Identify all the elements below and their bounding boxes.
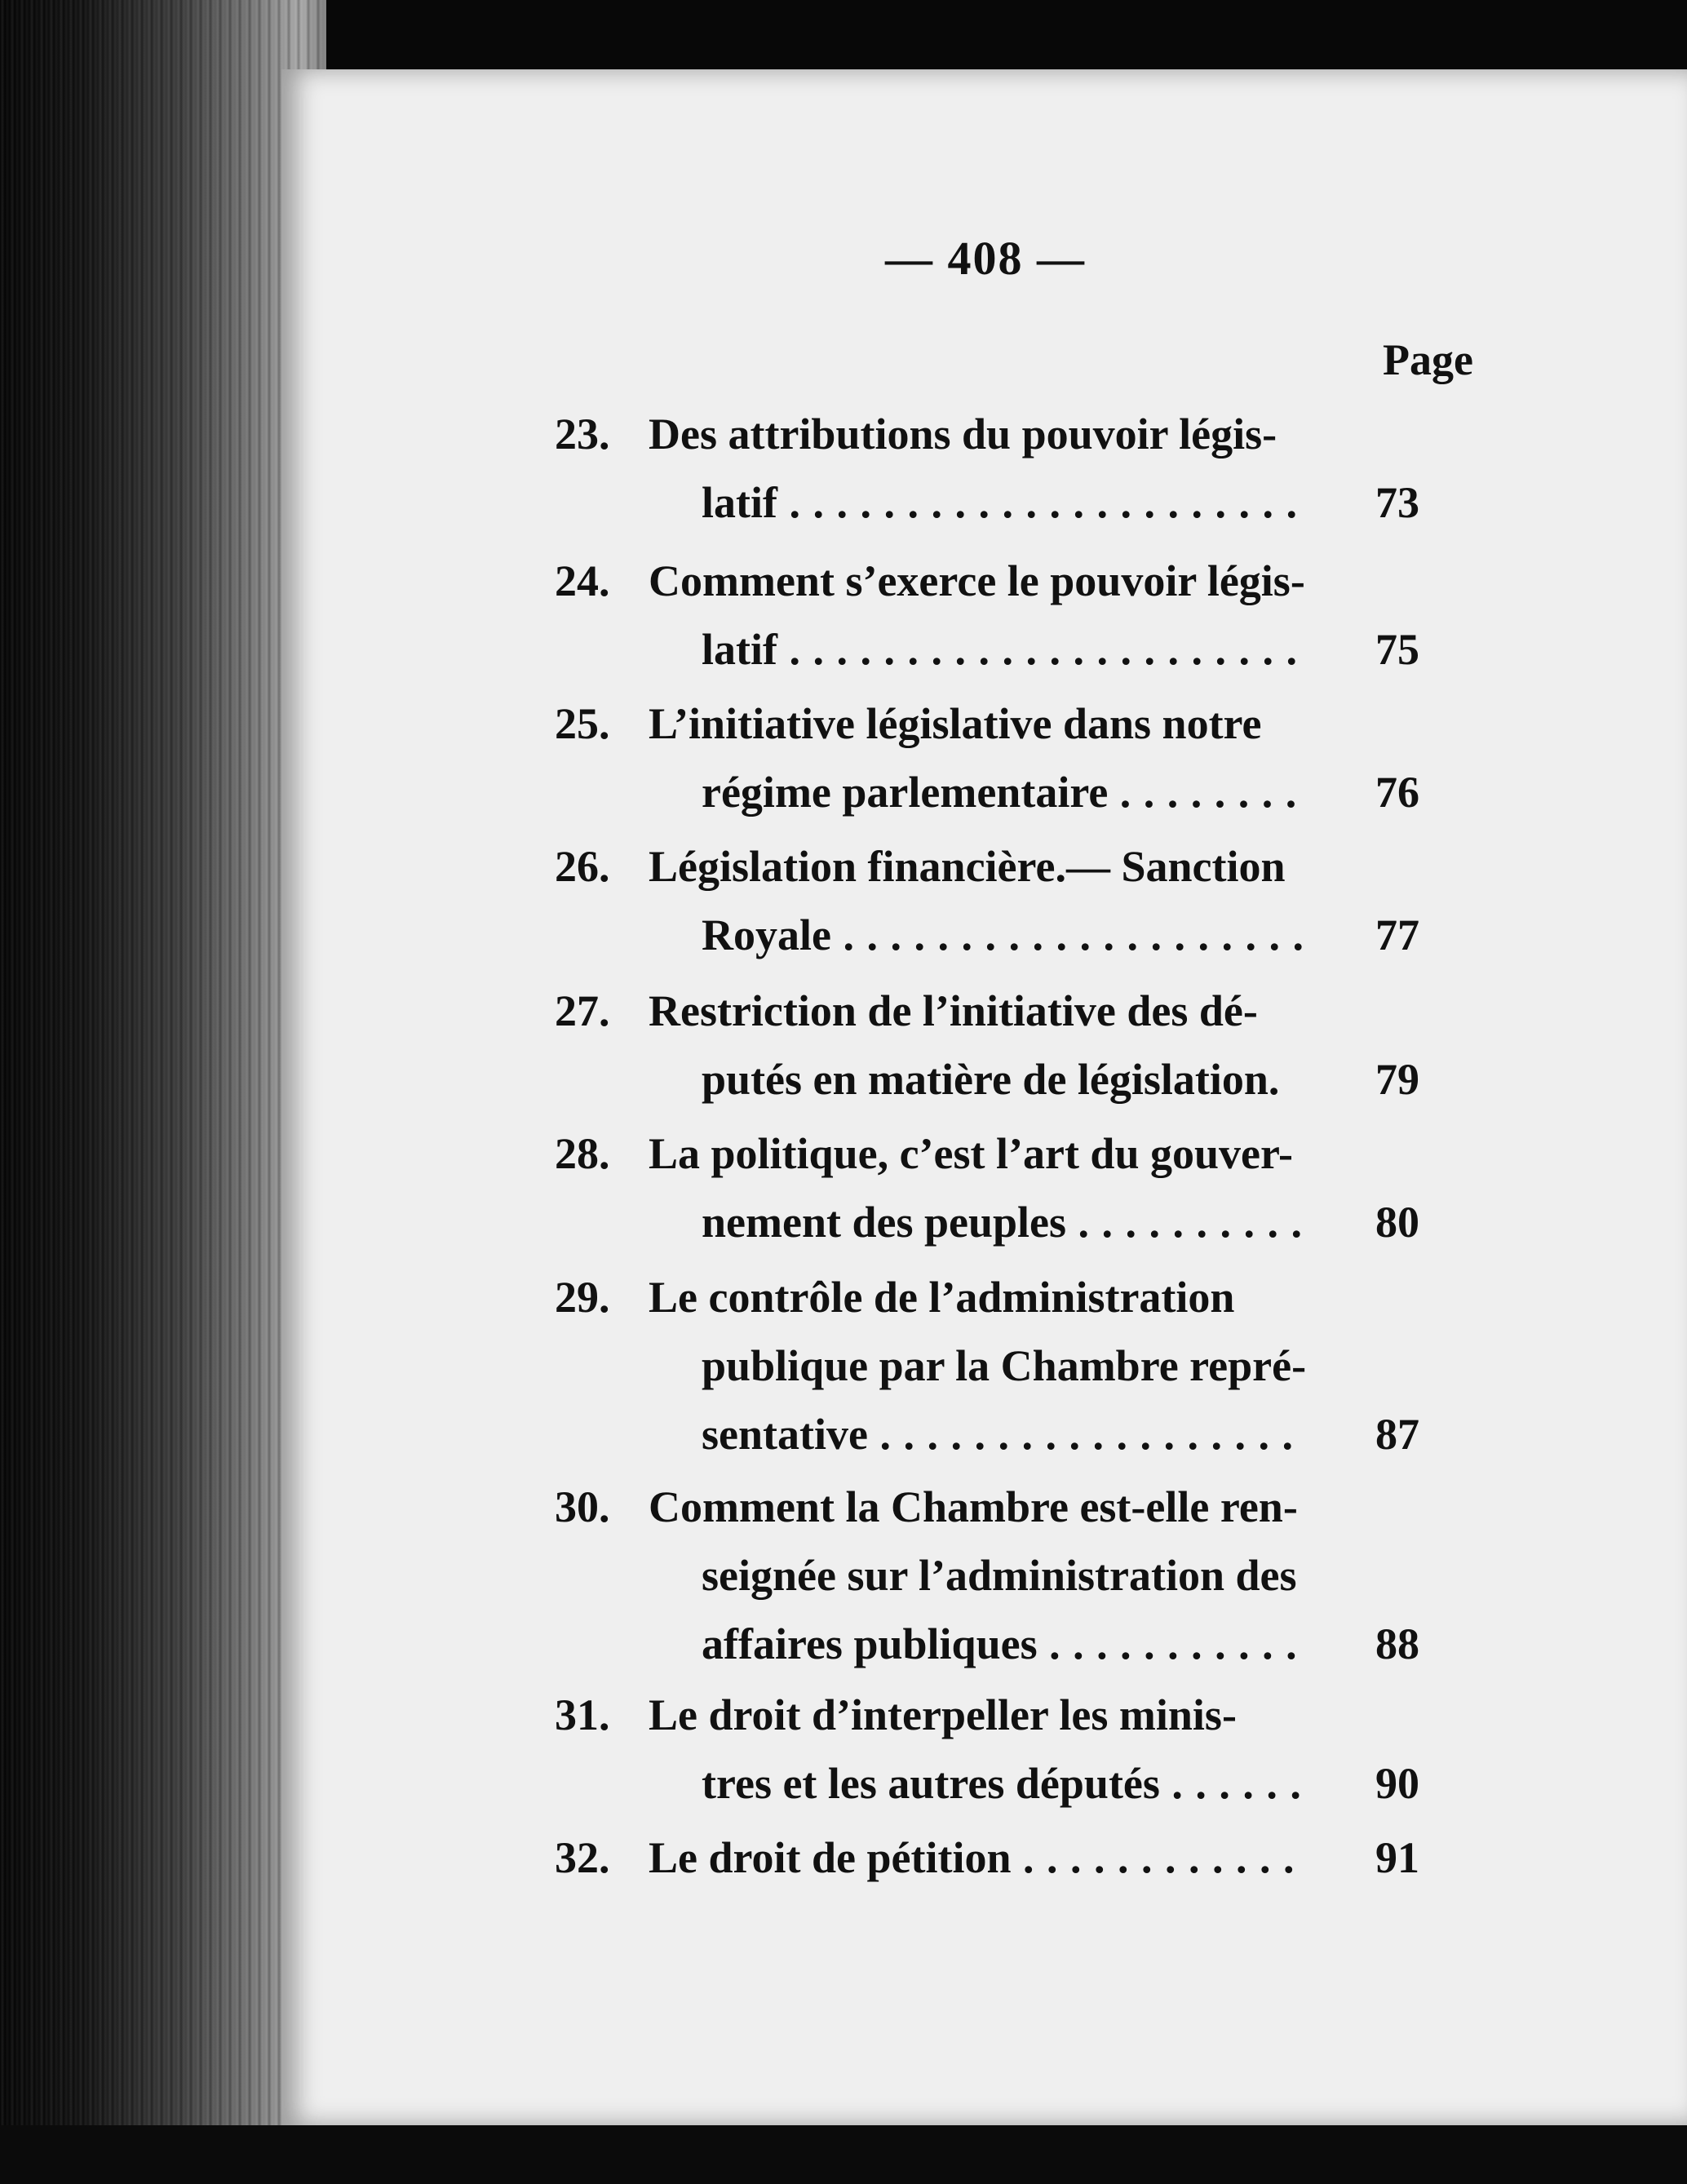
- page-number: — 408 —: [885, 232, 1086, 285]
- toc-entry-28: [555, 1119, 1419, 1256]
- entry-page: 79: [1375, 1055, 1419, 1104]
- scan-border: [0, 2125, 1687, 2184]
- page-column-heading: Page: [1383, 335, 1473, 384]
- toc-entry-31: [555, 1681, 1419, 1818]
- toc-entry-24: [555, 547, 1419, 684]
- toc-entry-25: [555, 689, 1419, 826]
- entry-title: Le droit d’interpeller les minis-: [649, 1690, 1237, 1739]
- entry-page: 75: [1375, 625, 1419, 674]
- entry-title-continued: latif . . .: [702, 468, 1305, 537]
- entry-title-continued: nement des peuples . . .: [702, 1188, 1305, 1256]
- entry-title: Comment s’exerce le pouvoir légis-: [649, 556, 1305, 605]
- toc-entry-26: [555, 832, 1419, 969]
- entry-number: 31.: [555, 1690, 610, 1739]
- entry-number: 28.: [555, 1129, 610, 1178]
- entry-title-continued: seignée sur l’administration des: [702, 1551, 1297, 1600]
- entry-number: 27.: [555, 986, 610, 1035]
- toc-entry-30: [555, 1473, 1419, 1678]
- entry-number: 23.: [555, 410, 610, 459]
- entry-title-continued: tres et les autres députés . . .: [702, 1749, 1305, 1818]
- entry-title: Restriction de l’initiative des dé-: [649, 986, 1258, 1035]
- entry-title-continued: latif . . .: [702, 615, 1305, 684]
- toc-entry-27: [555, 977, 1419, 1114]
- entry-page: 88: [1375, 1619, 1419, 1668]
- entry-title: Le contrôle de l’administration: [649, 1273, 1235, 1322]
- entry-page: 90: [1375, 1759, 1419, 1808]
- entry-number: 25.: [555, 699, 610, 748]
- toc-entry-32: [555, 1823, 1419, 1892]
- entry-number: 24.: [555, 556, 610, 605]
- entry-title: Comment la Chambre est-elle ren-: [649, 1482, 1298, 1531]
- toc-entry-23: [555, 400, 1419, 537]
- entry-number: 29.: [555, 1273, 610, 1322]
- book-spine-edge: [0, 0, 326, 2184]
- entry-number: 30.: [555, 1482, 610, 1531]
- entry-title-continued: sentative . . .: [702, 1400, 1305, 1469]
- entry-page: 76: [1375, 768, 1419, 817]
- entry-title: La politique, c’est l’art du gouver-: [649, 1129, 1293, 1178]
- entry-number: 32.: [555, 1833, 610, 1882]
- entry-title-continued: affaires publiques . . .: [702, 1610, 1305, 1678]
- entry-page: 73: [1375, 478, 1419, 527]
- entry-title-continued: putés en matière de législation.: [702, 1055, 1280, 1104]
- toc-entry-29: [555, 1263, 1419, 1469]
- entry-page: 77: [1375, 910, 1419, 959]
- entry-title-continued: Royale . . .: [702, 901, 1305, 969]
- entry-page: 87: [1375, 1410, 1419, 1459]
- entry-title-continued: publique par la Chambre repré-: [702, 1341, 1307, 1390]
- entry-title: Législation financière.— Sanction: [649, 842, 1286, 891]
- entry-title: Le droit de pétition . . .: [649, 1823, 1305, 1892]
- entry-title: Des attributions du pouvoir légis-: [649, 410, 1277, 459]
- entry-page: 80: [1375, 1198, 1419, 1247]
- entry-number: 26.: [555, 842, 610, 891]
- entry-page: 91: [1375, 1833, 1419, 1882]
- entry-title-continued: régime parlementaire . . .: [702, 758, 1305, 826]
- entry-title: L’initiative législative dans notre: [649, 699, 1262, 748]
